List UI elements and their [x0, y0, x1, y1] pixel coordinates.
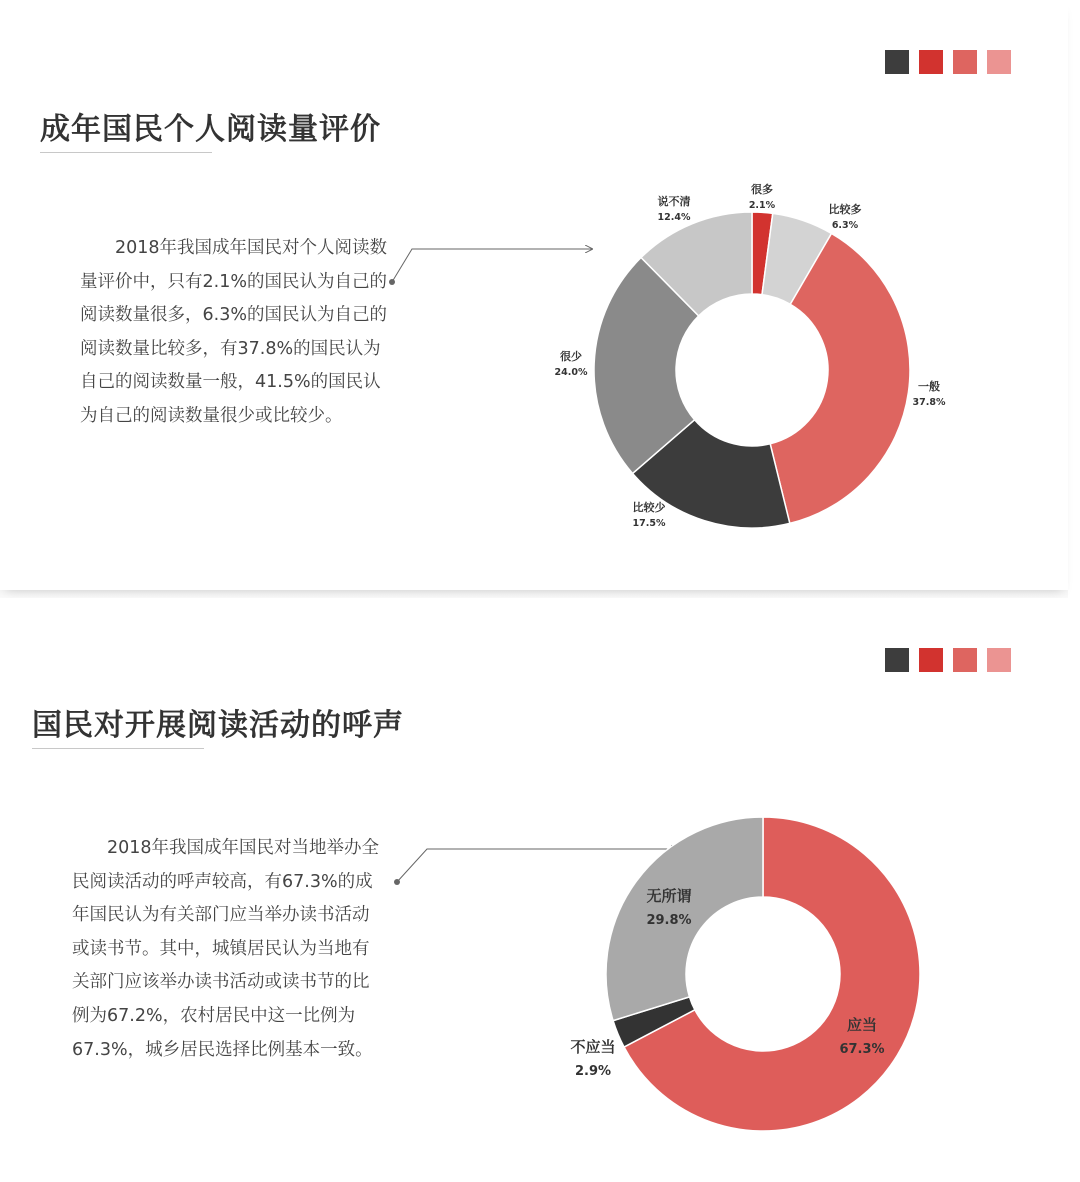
value-label: 37.8% [912, 397, 946, 408]
slide-title: 成年国民个人阅读量评价 [40, 112, 381, 147]
slide-reading-activities-demand [0, 598, 1068, 1182]
value-label: 6.3% [831, 220, 859, 231]
category-label: 很少 [560, 350, 582, 363]
category-label: 无所谓 [646, 887, 692, 905]
data-label-3 [913, 379, 946, 408]
data-label-1 [749, 182, 776, 211]
data-label-4 [633, 500, 666, 529]
value-label: 29.8% [646, 913, 692, 928]
value-label: 2.1% [748, 200, 776, 211]
category-label: 比较少 [632, 501, 666, 514]
description-text: 2018年我国成年国民对个人阅读数量评价中，只有2.1%的国民认为自己的阅读数量很多，6.3%的国民认为自己的阅读数量比较多，有37.8%的国民认为自己的阅读数量一般，41.5%的国民认为自己的阅读数量很少或比较少。 [80, 238, 388, 426]
donut-chart [0, 598, 1068, 1182]
category-label: 比较多 [828, 203, 862, 216]
donut-chart [0, 0, 1068, 590]
value-label: 2.9% [574, 1064, 612, 1079]
category-label: 一般 [918, 380, 940, 393]
category-label: 应当 [846, 1016, 878, 1034]
value-label: 17.5% [632, 518, 666, 529]
data-label-2 [829, 202, 862, 231]
callout-arrow [394, 849, 678, 885]
category-label: 不应当 [570, 1038, 616, 1056]
category-label: 说不清 [657, 195, 691, 208]
value-label: 67.3% [839, 1042, 885, 1057]
slide-reading-self-evaluation [0, 0, 1068, 590]
callout-arrow [389, 249, 592, 285]
data-label-5 [555, 349, 588, 378]
description-text: 2018年我国成年国民对当地举办全民阅读活动的呼声较高，有67.3%的成年国民认为有关部门应当举办读书活动或读书节。其中，城镇居民认为当地有关部门应该举办读书活动或读书节的比例为67.2%，农村居民中这一比例为67.3%，城乡居民选择比例基本一致。 [72, 838, 380, 1060]
category-label: 很多 [751, 183, 773, 196]
data-label-6 [658, 194, 691, 223]
slide-title: 国民对开展阅读活动的呼声 [32, 708, 404, 743]
value-label: 24.0% [554, 367, 588, 378]
data-label-2 [570, 1038, 615, 1079]
value-label: 12.4% [657, 212, 691, 223]
